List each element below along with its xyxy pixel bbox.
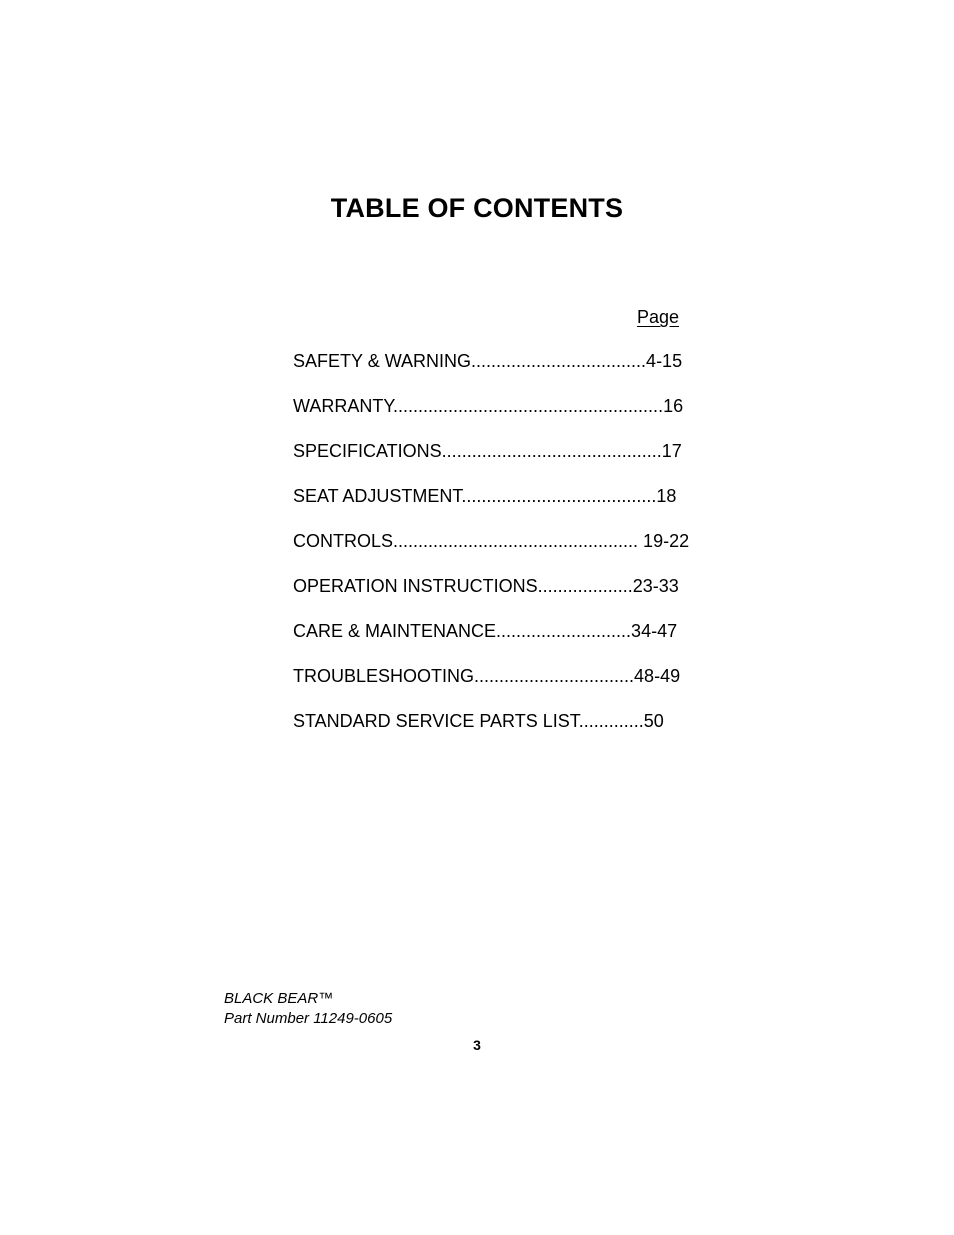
page-title: TABLE OF CONTENTS [330, 193, 624, 223]
table-of-contents [293, 348, 689, 753]
toc-entry-standard-service-parts-list: STANDARD SERVICE PARTS LIST.............50 [293, 711, 664, 731]
toc-entry-troubleshooting: TROUBLESHOOTING................................48-49 [293, 666, 681, 686]
toc-entry-seat-adjustment: SEAT ADJUSTMENT.......................................18 [293, 486, 677, 506]
toc-entry-warranty: WARRANTY......................................................16 [293, 396, 684, 416]
page-column-header: Page [636, 307, 679, 327]
footer-brand: BLACK BEAR™ [224, 990, 334, 1007]
toc-entry-controls: CONTROLS................................................. 19-22 [293, 531, 690, 551]
footer-part-number: Part Number 11249-0605 [224, 1010, 393, 1027]
page-number: 3 [473, 1037, 481, 1053]
toc-entry-safety-warning: SAFETY & WARNING...................................4-15 [293, 351, 683, 371]
toc-entry-operation-instructions: OPERATION INSTRUCTIONS...................23-33 [293, 576, 679, 596]
toc-entry-specifications: SPECIFICATIONS............................................17 [293, 441, 682, 461]
toc-entry-care-maintenance: CARE & MAINTENANCE...........................34-47 [293, 621, 678, 641]
